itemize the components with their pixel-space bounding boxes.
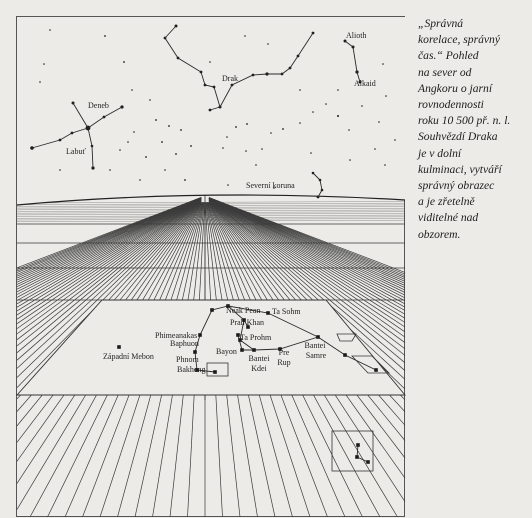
- caption-line: „Správná: [418, 17, 464, 30]
- star: [299, 122, 301, 124]
- label-severni-koruna: Severní koruna: [246, 181, 295, 190]
- star: [168, 125, 170, 127]
- temple-dot: [252, 348, 256, 352]
- temple-dot: [240, 348, 244, 352]
- caption-line: viditelné nad: [418, 211, 479, 225]
- caption-line: roku 10 500 př. n. l.: [418, 114, 511, 128]
- temple-dot: [266, 311, 270, 315]
- label-bantei-kdei-2: Kdei: [251, 364, 267, 373]
- star: [161, 141, 163, 143]
- star: [245, 150, 247, 152]
- star: [222, 147, 224, 149]
- star: [382, 63, 384, 65]
- label-pre-rup-1: Pre: [278, 348, 290, 357]
- star: [43, 63, 45, 65]
- star: [310, 152, 312, 154]
- caption-line: čas.“ Pohled: [418, 49, 479, 63]
- star: [227, 184, 229, 186]
- star: [261, 148, 263, 150]
- temple-dot: [117, 345, 121, 349]
- star: [384, 164, 386, 166]
- label-labut: Labuť: [66, 147, 86, 156]
- caption-line: správný obrazec: [418, 179, 495, 193]
- star: [337, 89, 339, 91]
- star: [374, 148, 376, 150]
- label-bakheng: Bakheng: [177, 365, 206, 374]
- label-bantei-samre-1: Bantei: [304, 341, 326, 350]
- star: [361, 105, 363, 107]
- star: [59, 169, 61, 171]
- label-bantei-samre-2: Samre: [305, 351, 327, 360]
- temple-dot: [356, 443, 360, 447]
- label-drak: Drak: [222, 74, 238, 83]
- star: [131, 89, 133, 91]
- star: [325, 103, 327, 105]
- star: [149, 99, 151, 101]
- star: [348, 129, 350, 131]
- star: [190, 145, 192, 147]
- caption-line: Angkoru o jarní: [418, 81, 493, 95]
- grid-ray: [17, 198, 201, 304]
- label-bantei-kdei-1: Bantei: [248, 354, 270, 363]
- star: [226, 136, 228, 138]
- temple-dot: [366, 460, 370, 464]
- star: [133, 131, 135, 133]
- label-deneb: Deneb: [88, 101, 109, 110]
- label-neak-pean: Neak Pean: [226, 306, 261, 315]
- label-phnom: Phnom: [176, 355, 199, 364]
- star: [349, 159, 351, 161]
- temple-dot: [355, 455, 359, 459]
- label-prah-khan: Prah Khan: [230, 318, 264, 327]
- caption-line: korelace, správný: [418, 33, 500, 47]
- lower-box: [332, 431, 373, 471]
- star: [164, 169, 166, 171]
- horizon-haze: [17, 220, 405, 222]
- label-baphuon: Baphuon: [170, 339, 199, 348]
- star: [255, 164, 257, 166]
- caption-line: Souhvězdí Draka: [418, 130, 498, 144]
- label-bayon: Bayon: [216, 347, 237, 356]
- label-zapadni-mebon: Západní Mebon: [103, 352, 154, 361]
- temple-dot: [198, 333, 202, 337]
- caption-line: na sever od: [418, 65, 472, 79]
- label-phimeanakas: Phimeanakas: [155, 331, 198, 340]
- star: [175, 153, 177, 155]
- star: [180, 129, 182, 131]
- label-alkaid: Alkaid: [354, 79, 376, 88]
- caption-line: rovnodennosti: [418, 98, 484, 112]
- star: [39, 81, 41, 83]
- star: [394, 139, 396, 141]
- caption-line: obzorem.: [418, 227, 461, 241]
- caption-line: a je zřetelně: [418, 195, 475, 209]
- star: [209, 61, 211, 63]
- star: [109, 169, 111, 171]
- perspective-ground-grid: [17, 17, 405, 517]
- star: [49, 29, 51, 31]
- star: [378, 121, 380, 123]
- star: [267, 43, 269, 45]
- label-alioth: Alioth: [346, 31, 367, 40]
- label-pre-rup-2: Rup: [277, 358, 291, 367]
- star: [337, 115, 339, 117]
- star: [119, 149, 121, 151]
- star: [184, 179, 186, 181]
- star: [139, 179, 141, 181]
- star: [299, 89, 301, 91]
- grid-ray: [17, 198, 201, 300]
- star: [312, 111, 314, 113]
- minor-group-line: [357, 445, 368, 462]
- temple-dot: [316, 335, 320, 339]
- sky-area: [17, 17, 405, 205]
- temple-dot: [374, 368, 378, 372]
- star: [246, 123, 248, 125]
- star: [145, 156, 147, 158]
- label-ta-sohm: Ta Sohm: [272, 307, 301, 316]
- temple-dot: [210, 308, 214, 312]
- star: [123, 61, 125, 63]
- caption-line: je v dolní: [418, 146, 462, 160]
- grid-ray: [209, 198, 405, 307]
- star: [155, 119, 157, 121]
- star: [385, 95, 387, 97]
- temple-dot: [343, 353, 347, 357]
- caption-line: kulminaci, vytváří: [418, 162, 502, 176]
- star: [244, 35, 246, 37]
- star: [270, 132, 272, 134]
- temple-dot: [193, 350, 197, 354]
- star: [282, 128, 284, 130]
- figure-caption: [418, 16, 530, 243]
- star: [127, 141, 129, 143]
- star: [104, 35, 106, 37]
- temple-dot: [213, 370, 217, 374]
- label-ta-prohm: Ta Prohm: [240, 333, 272, 342]
- star: [235, 126, 237, 128]
